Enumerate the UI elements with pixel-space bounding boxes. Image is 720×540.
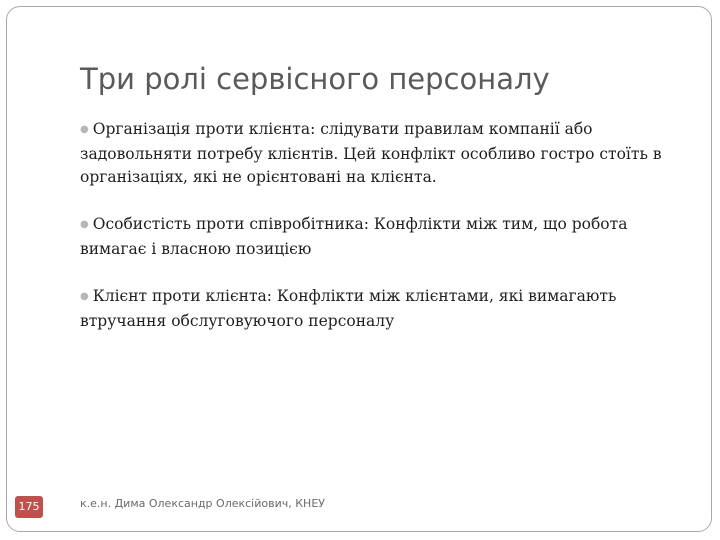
bullet-item xyxy=(80,213,680,261)
bullet-item xyxy=(80,118,680,189)
bullet-icon: ● xyxy=(80,124,89,135)
bullet-text: Особистість проти співробітника: Конфлікти між тим, що робота вимагає і власною позицією xyxy=(80,215,628,258)
slide-title: Три ролі сервісного персоналу xyxy=(80,62,550,96)
page-number-badge: 175 xyxy=(15,496,43,518)
bullet-text: Організація проти клієнта: слідувати правилам компанії або задовольняти потребу клієнтів. Цей конфлікт особливо гостро стоїть в організаціях, які не орієнтовані на клієнта. xyxy=(80,120,662,186)
bullet-icon: ● xyxy=(80,291,89,302)
bullet-text: Клієнт проти клієнта: Конфлікти між клієнтами, які вимагають втручання обслуговуючого персоналу xyxy=(80,287,617,330)
bullet-icon: ● xyxy=(80,219,89,230)
slide-footer: к.е.н. Дима Олександр Олексійович, КНЕУ xyxy=(80,497,325,510)
bullet-item xyxy=(80,285,680,333)
slide-content xyxy=(80,118,680,357)
